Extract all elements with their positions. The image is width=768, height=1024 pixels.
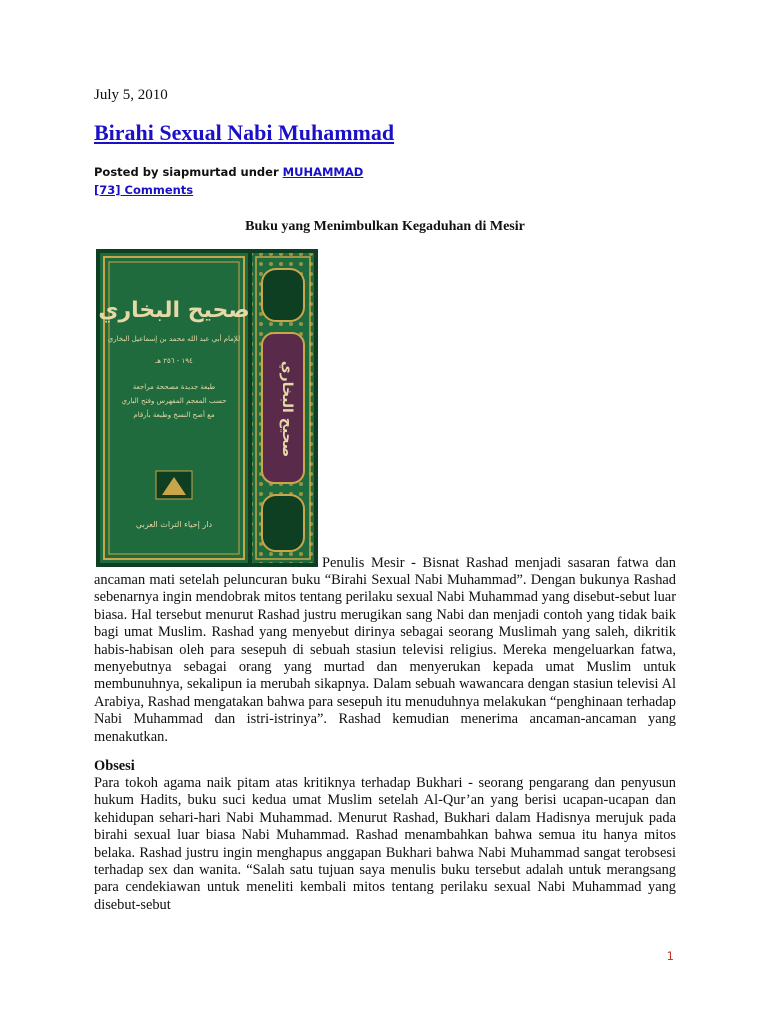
section-heading: Obsesi: [94, 758, 135, 774]
cover-author-arabic: للإمام أبي عبد الله محمد بن إسماعيل البخاري: [107, 335, 241, 343]
post-title-link[interactable]: Birahi Sexual Nabi Muhammad: [94, 120, 395, 145]
category-link[interactable]: MUHAMMAD: [282, 165, 364, 179]
paragraph-1: ancaman mati setelah peluncuran buku “Birahi Sexual Nabi Muhammad”. Dengan bukunya Rashad sebenarnya ingin mendobrak mitos tentang perilaku sexual Nabi Muhammad yang disebut-sebut luar biasa. Hal tersebut menurut Rashad justru merugikan sang Nabi dan menjadi contoh yang tidak baik bagi umat Muslim. Rashad yang menyebut dirinya sebagai seorang Muslimah yang saleh, dikritik habis-habisan oleh para sesepuh di sebuah stasiun televisi religius. Mereka mengeluarkan fatwa, menyebutnya sebagai orang yang murtad dan menyerukan kepada umat Muslim untuk membunuhnya, sekalipun ia merubah sikapnya. Dalam sebuah wawancara dengan stasiun televisi Al Arabiya, Rashad mengatakan bahwa para sesepuh itu menuduhnya melakukan “penghinaan terhadap Nabi Muhammad dan istri-istrinya”. Rashad kemudian menerima ancaman-ancaman yang menakutkan.: [94, 572, 676, 745]
page-number: 1: [666, 949, 674, 963]
cover-years-arabic: ١٩٤ - ٢٥٦ هـ: [155, 357, 193, 365]
book-cover-image: [96, 249, 318, 567]
cover-desc-arabic-2: حسب المعجم المفهرس وفتح الباري: [121, 397, 227, 405]
cover-desc-arabic-1: طبعة جديدة مصححة مراجعة: [132, 383, 216, 391]
article-subtitle: Buku yang Menimbulkan Kegaduhan di Mesir: [245, 219, 525, 234]
posted-by-line: [94, 165, 363, 179]
cover-title-arabic: صحيح البخاري: [98, 298, 250, 323]
comments-link[interactable]: [73] Comments: [94, 183, 194, 197]
cover-publisher-arabic: دار إحياء التراث العربي: [135, 520, 213, 529]
paragraph-2: Para tokoh agama naik pitam atas kritiknya terhadap Bukhari - seorang pengarang dan penyusun hukum Hadits, buku suci kedua umat Muslim setelah Al-Qur’an yang berisi ucapan-ucapan dan kehidupan sehari-hari Nabi Muhammad. Menurut Rashad, Bukhari dalam Hadisnya merujuk pada birahi sexual luar biasa Nabi Muhammad. Rashad menambahkan bahwa semua itu hanya mitos belaka. Rashad justru ingin menghapus anggapan Bukhari bahwa Nabi Muhammad sangat terobsesi terhadap sex dan wanita. “Salah satu tujuan saya menulis buku tersebut adalah untuk merangsang para cendekiawan untuk meneliti kembali mitos tentang perilaku sexual Nabi Muhammad yang disebut-sebut: [94, 775, 676, 913]
comments-line: [94, 183, 193, 197]
posted-by-text: Posted by siapmurtad under: [94, 165, 279, 179]
spine-title-arabic: صحيح البخاري: [279, 360, 295, 458]
paragraph-1-first-line: Penulis Mesir - Bisnat Rashad menjadi sasaran fatwa dan: [322, 555, 676, 571]
post-date: July 5, 2010: [94, 87, 168, 103]
cover-desc-arabic-3: مع أصح النسخ وطبعة بأرقام: [133, 411, 215, 419]
